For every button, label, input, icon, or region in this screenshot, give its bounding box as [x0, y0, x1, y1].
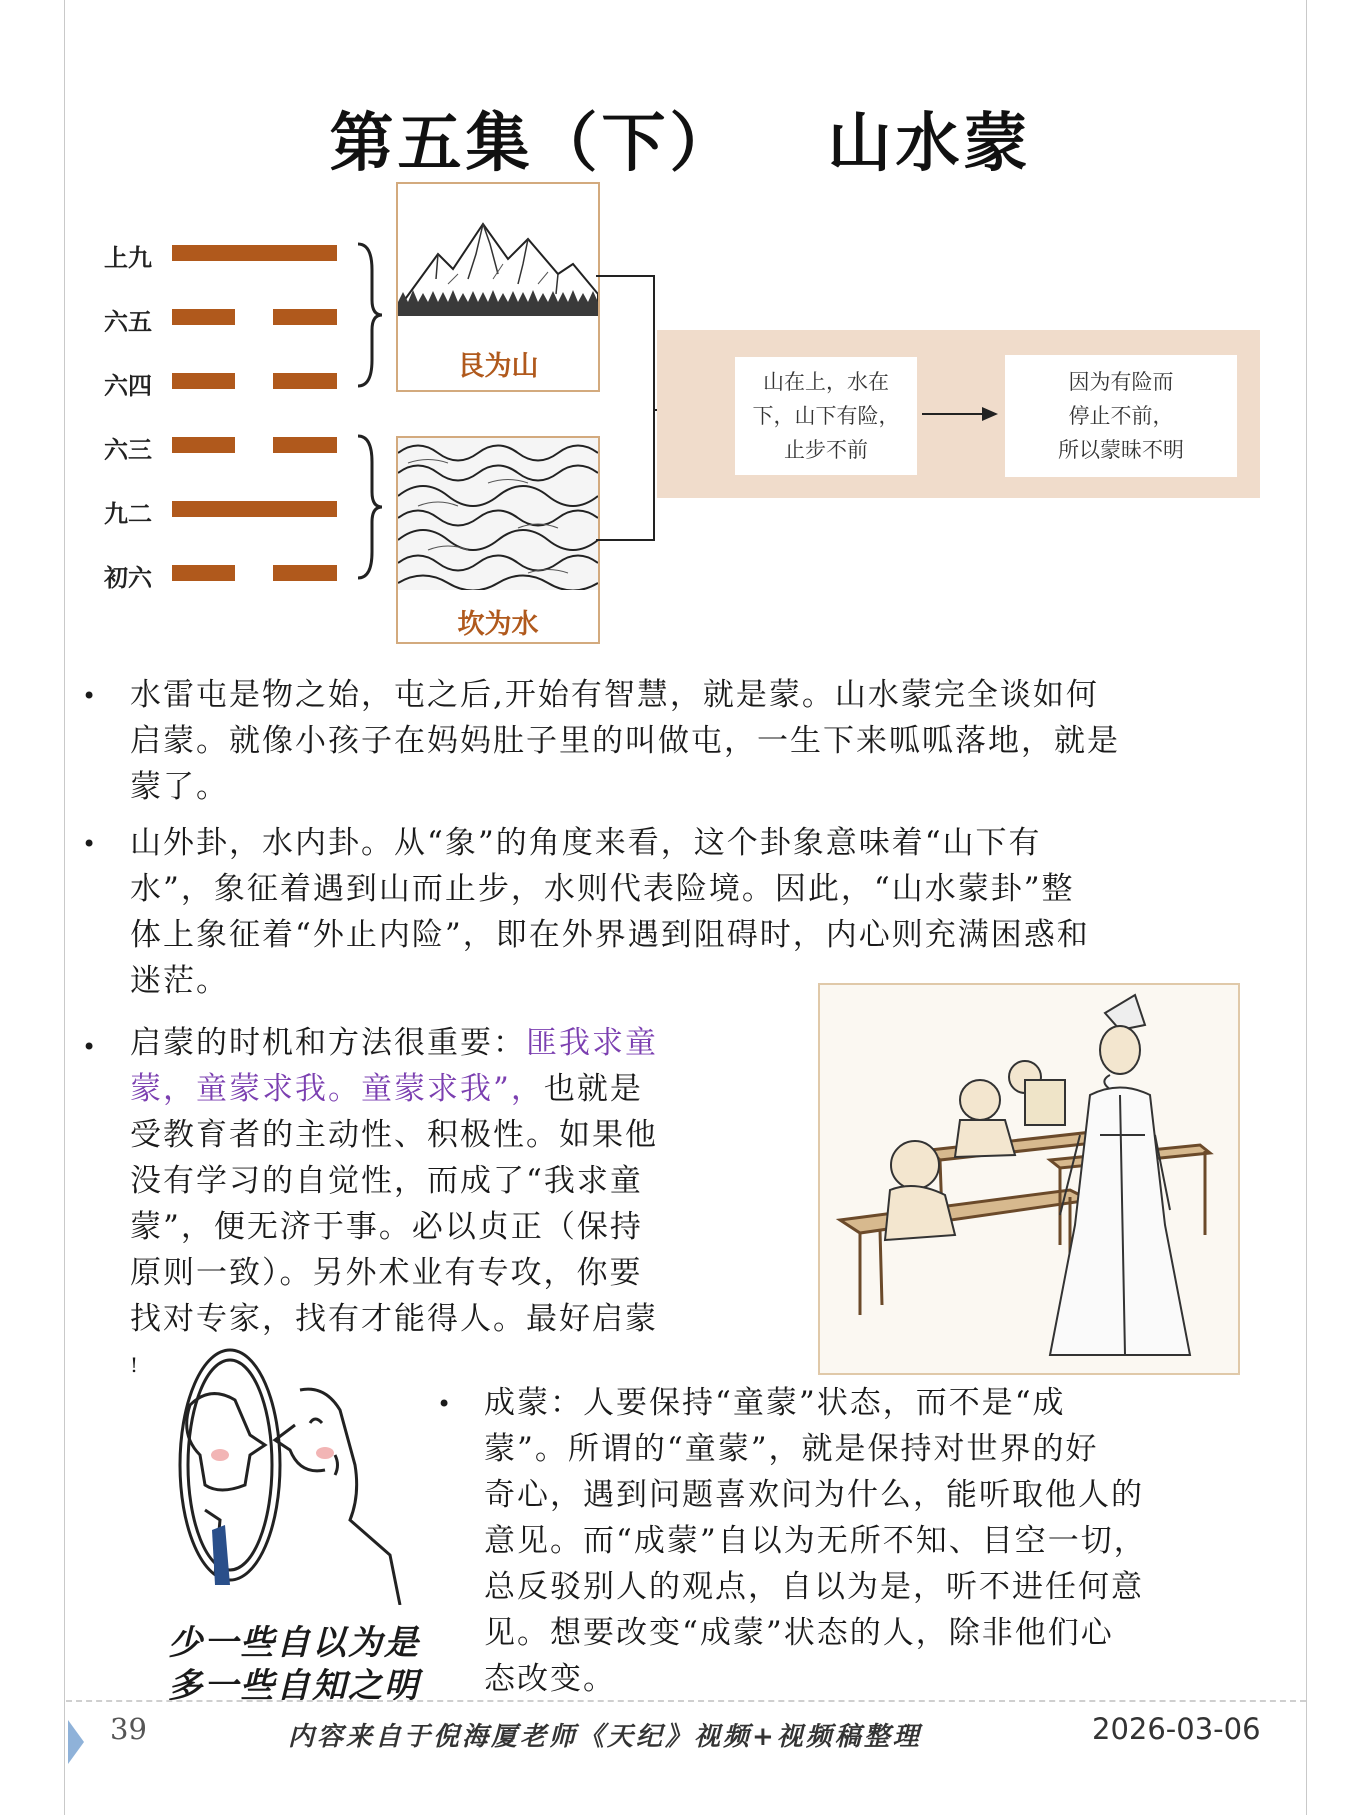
paragraph-line: 原则一致）。另外术业有专攻，你要: [130, 1255, 643, 1291]
paragraph-line: 找对专家，找有才能得人。最好启蒙: [130, 1301, 658, 1337]
page-number: 39: [110, 1712, 147, 1746]
upper-brace-icon: [354, 240, 384, 390]
line-label: 六四: [104, 372, 152, 400]
cut-off-text: !: [130, 1353, 139, 1377]
paragraph-line: 体上象征着“外止内险”，即在外界遇到阻碍时，内心则充满困惑和: [130, 917, 1090, 953]
right-margin-line: [1306, 0, 1307, 1815]
paragraph-3: [130, 1020, 658, 1342]
paragraph-line: 奇心，遇到问题喜欢问为什么，能听取他人的: [484, 1477, 1144, 1513]
flow-box-2: [1005, 355, 1237, 477]
upper-trigram-caption: 艮为山: [457, 351, 539, 382]
paragraph-line: 成蒙：人要保持“童蒙”状态，而不是“成: [484, 1385, 1066, 1421]
left-margin-line: [64, 0, 65, 1815]
mountain-image: [396, 182, 600, 392]
water-image: [396, 436, 600, 644]
flow-box-1-line: 止步不前: [784, 438, 868, 462]
paragraph-1: [130, 672, 1120, 810]
paragraph-line: 蒙了。: [130, 769, 229, 805]
paragraph-line: 水雷屯是物之始，屯之后,开始有智慧，就是蒙。山水蒙完全谈如何: [130, 677, 1099, 713]
flow-box-1: [735, 357, 917, 475]
lower-trigram-caption: 坎为水: [457, 609, 539, 640]
lower-brace-icon: [354, 432, 384, 582]
flow-box-2-line: 因为有险而: [1068, 370, 1174, 394]
bullet-icon: •: [82, 830, 97, 858]
yin-line-right: [273, 565, 337, 581]
paragraph-text: 也就是: [543, 1071, 643, 1107]
paragraph-4: [484, 1380, 1147, 1702]
triangle-marker-icon: [66, 1718, 86, 1766]
paragraph-line: 总反驳别人的观点，自以为是，听不进任何意: [484, 1569, 1144, 1605]
mountain-icon: [398, 184, 598, 324]
yang-line: [172, 501, 337, 517]
paragraph-2: [130, 820, 1090, 1004]
paragraph-line: 迷茫。: [130, 963, 229, 999]
water-waves-icon: [398, 438, 598, 590]
quote-highlight: 蒙，童蒙求我。童蒙求我”，: [130, 1071, 544, 1107]
teacher-students-icon: [820, 985, 1238, 1373]
line-label: 六五: [104, 308, 152, 336]
paragraph-text: 启蒙的时机和方法很重要：: [130, 1025, 526, 1061]
mirror-cartoon: [150, 1345, 410, 1605]
line-label: 九二: [104, 500, 152, 528]
yin-line-left: [172, 373, 235, 389]
flow-box-2-line: 所以蒙昧不明: [1058, 438, 1184, 462]
mirror-face-icon: [150, 1345, 410, 1605]
page-title: [0, 92, 1361, 184]
paragraph-line: 蒙”，便无济于事。必以贞正（保持: [130, 1209, 643, 1245]
line-label: 上九: [104, 244, 152, 272]
paragraph-line: 意见。而“成蒙”自以为无所不知、目空一切，: [484, 1523, 1147, 1559]
title-part1: 第五集（下）: [329, 107, 738, 181]
footer-date: 2026-03-06: [1092, 1712, 1261, 1746]
flow-box-1-line: 下，山下有险，: [752, 404, 900, 428]
footer-source: 内容来自于倪海厦老师《天纪》视频+视频稿整理: [288, 1722, 922, 1752]
arrow-right-icon: [920, 402, 1002, 426]
paragraph-line: 山外卦，水内卦。从“象”的角度来看，这个卦象意味着“山下有: [130, 825, 1042, 861]
line-label: 初六: [104, 564, 152, 592]
paragraph-line: 蒙”。所谓的“童蒙”，就是保持对世界的好: [484, 1431, 1099, 1467]
cartoon-caption-line2: 多一些自知之明: [168, 1666, 420, 1706]
paragraph-line: 没有学习的自觉性，而成了“我求童: [130, 1163, 643, 1199]
teacher-illustration: [818, 983, 1240, 1375]
bullet-icon: •: [82, 1033, 97, 1061]
bullet-icon: •: [437, 1390, 452, 1418]
flow-box-1-line: 山在上，水在: [763, 370, 889, 394]
quote-highlight: 匪我求童: [526, 1025, 658, 1061]
flow-box-2-line: 停止不前，: [1068, 404, 1174, 428]
yin-line-left: [172, 565, 235, 581]
cartoon-caption-line1: 少一些自以为是: [168, 1623, 420, 1663]
title-part2: 山水蒙: [827, 107, 1032, 181]
yin-line-right: [273, 437, 337, 453]
paragraph-line: 受教育者的主动性、积极性。如果他: [130, 1117, 658, 1153]
yin-line-left: [172, 437, 235, 453]
paragraph-line: 水”，象征着遇到山而止步，水则代表险境。因此，“山水蒙卦”整: [130, 871, 1075, 907]
yin-line-right: [273, 309, 337, 325]
bullet-icon: •: [82, 682, 97, 710]
paragraph-line: 见。想要改变“成蒙”状态的人，除非他们心: [484, 1615, 1114, 1651]
yin-line-right: [273, 373, 337, 389]
yin-line-left: [172, 309, 235, 325]
line-label: 六三: [104, 436, 152, 464]
paragraph-line: 态改变。: [484, 1661, 616, 1697]
yang-line: [172, 245, 337, 261]
footer-divider: [66, 1700, 1306, 1702]
paragraph-line: 启蒙。就像小孩子在妈妈肚子里的叫做屯，一生下来呱呱落地，就是: [130, 723, 1120, 759]
